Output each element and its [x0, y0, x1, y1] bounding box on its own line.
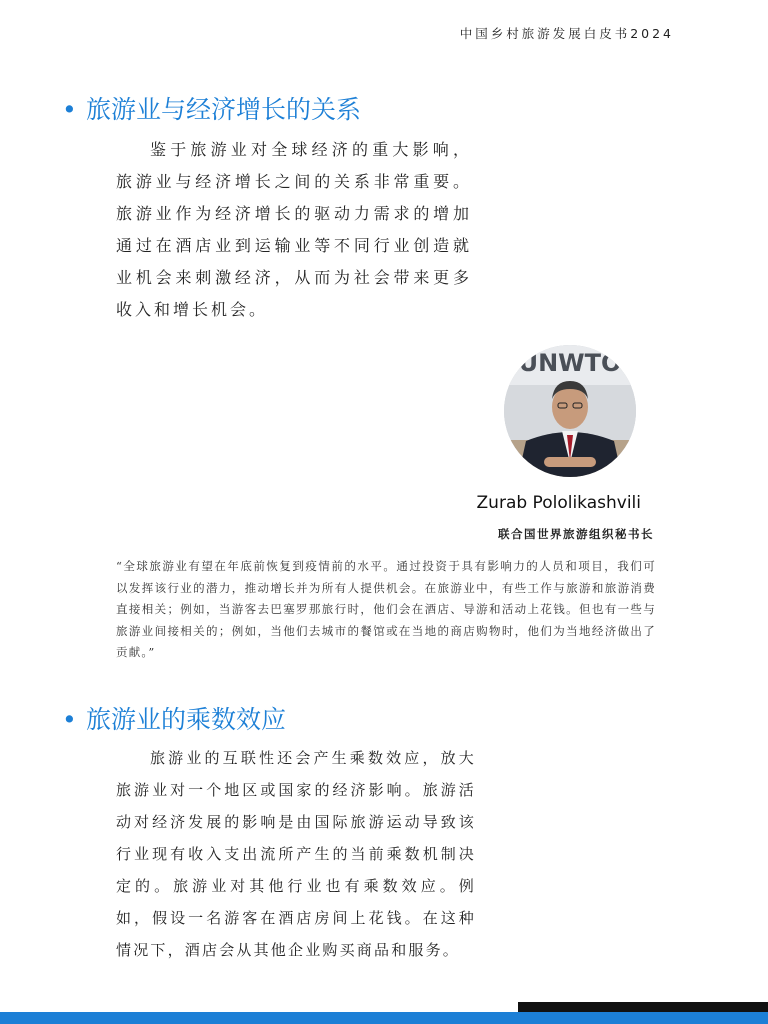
heading-text: 旅游业与经济增长的关系: [86, 95, 362, 124]
heading-bullet: •: [62, 95, 77, 124]
speaker-quote: “全球旅游业有望在年底前恢复到疫情前的水平。通过投资于具有影响力的人员和项目，我们可以发挥该行业的潜力，推动增长并为所有人提供机会。在旅游业中，有些工作与旅游和旅游消费直接相关；例如，当游客去巴塞罗那旅行时，他们会在酒店、导游和活动上花钱。但也有一些与旅游业间接相关的；例如，当他们去城市的餐馆或在当地的商店购物时，他们为当地经济做出了贡献。”: [116, 559, 656, 659]
heading-bullet: •: [62, 705, 77, 734]
section-heading-economic-growth: [62, 90, 361, 126]
portrait-photo: [504, 345, 636, 477]
section-heading-multiplier-effect: [62, 700, 286, 736]
footer-blue-bar: [0, 1012, 768, 1024]
footer-black-bar: [518, 1002, 768, 1012]
speaker-name: Zurab Pololikashvili: [476, 493, 641, 513]
paragraph-multiplier-effect: 旅游业的互联性还会产生乘数效应，放大旅游业对一个地区或国家的经济影响。旅游活动对经济发展的影响是由国际旅游运动导致该行业现有收入支出流所产生的当前乘数机制决定的。旅游业对其他行业也有乘数效应。例如，假设一名游客在酒店房间上花钱。在这种情况下，酒店会从其他企业购买商品和服务。: [116, 749, 476, 959]
speaker-portrait: [504, 345, 636, 477]
heading-text: 旅游业的乘数效应: [86, 705, 287, 734]
speaker-title: 联合国世界旅游组织秘书长: [498, 527, 654, 541]
paragraph-economic-growth: 鉴于旅游业对全球经济的重大影响，旅游业与经济增长之间的关系非常重要。旅游业作为经济增长的驱动力需求的增加通过在酒店业到运输业等不同行业创造就业机会来刺激经济，从而为社会带来更多收入和增长机会。: [116, 140, 472, 319]
portrait-backdrop-text: UNWTO: [518, 349, 622, 377]
document-header-title: 中国乡村旅游发展白皮书2024: [459, 26, 674, 41]
